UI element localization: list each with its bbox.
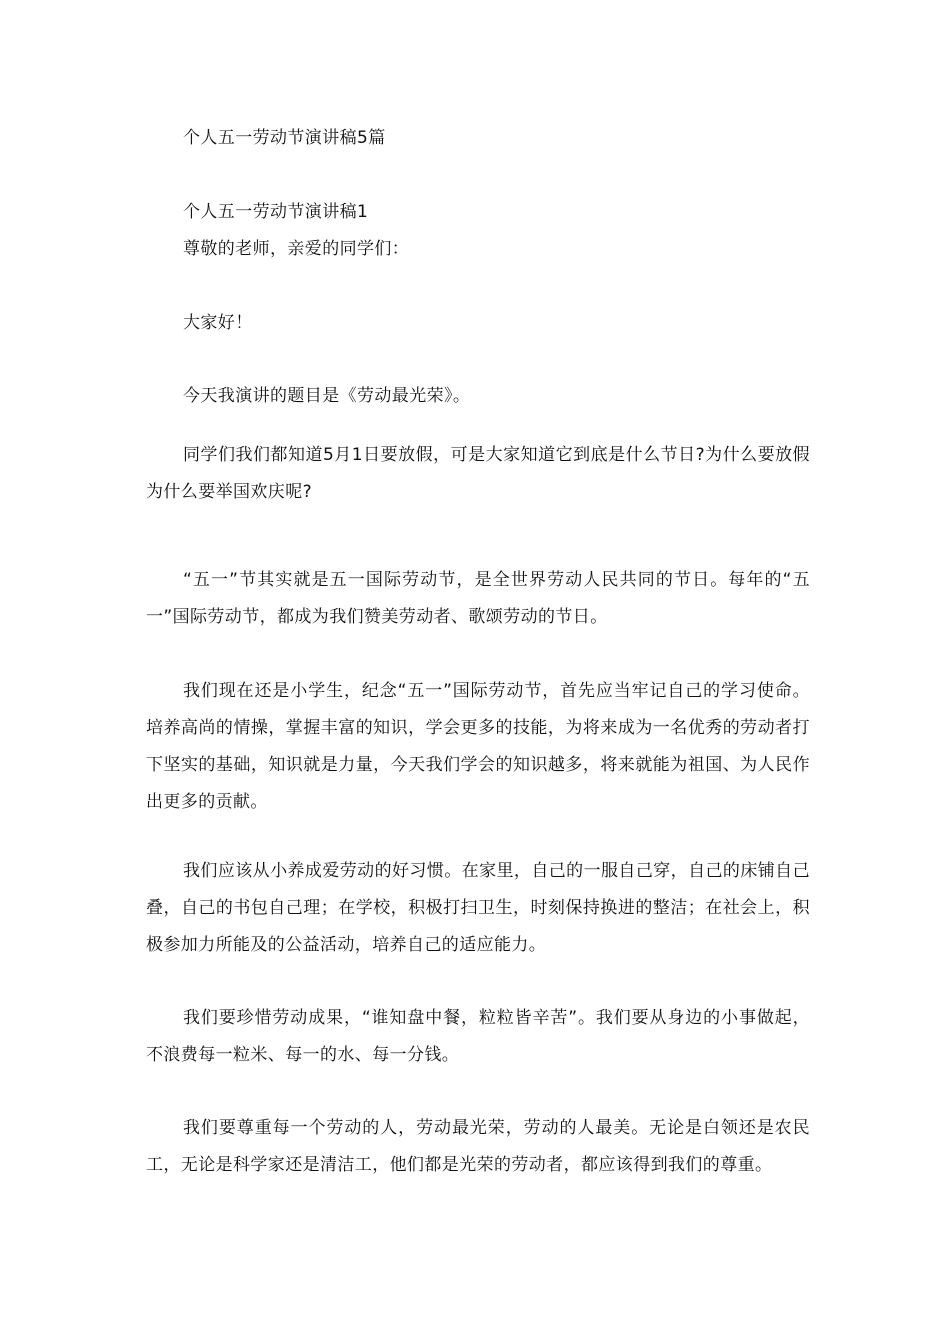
paragraph-holiday-question: 同学们我们都知道5月1日要放假，可是大家知道它到底是什么节日?为什么要放假为什么要举国欢庆呢? [146, 445, 810, 502]
salutation: 尊敬的老师，亲爱的同学们： [183, 239, 410, 259]
paragraph-labor-habits: 我们应该从小养成爱劳动的好习惯。在家里，自己的一服自己穿，自己的床铺自己叠，自己的书包自己理；在学校，积极打扫卫生，时刻保持换进的整洁；在社会上，积极参加力所能及的公益活动，培养自己的适应能力。 [146, 861, 810, 955]
paragraph-cherish-results: 我们要珍惜劳动成果，“谁知盘中餐，粒粒皆辛苦”。我们要从身边的小事做起，不浪费每一粒米、每一的水、每一分钱。 [146, 1008, 810, 1065]
document-title: 个人五一劳动节演讲稿5篇 [183, 128, 386, 148]
speech-heading: 个人五一劳动节演讲稿1 [183, 202, 369, 222]
speech-topic: 今天我演讲的题目是《劳动最光荣》。 [183, 386, 471, 406]
greeting: 大家好！ [183, 313, 253, 333]
paragraph-respect-workers: 我们要尊重每一个劳动的人，劳动最光荣，劳动的人最美。无论是白领还是农民工，无论是科学家还是清洁工，他们都是光荣的劳动者，都应该得到我们的尊重。 [146, 1118, 810, 1175]
paragraph-study-mission: 我们现在还是小学生，纪念“五一”国际劳动节，首先应当牢记自己的学习使命。培养高尚的情操，掌握丰富的知识，学会更多的技能，为将来成为一名优秀的劳动者打下坚实的基础，知识就是力量，今天我们学会的知识越多，将来就能为祖国、为人民作出更多的贡献。 [146, 681, 810, 812]
paragraph-may-day-meaning: “五一”节其实就是五一国际劳动节，是全世界劳动人民共同的节日。每年的“五一”国际劳动节，都成为我们赞美劳动者、歌颂劳动的节日。 [146, 570, 810, 627]
